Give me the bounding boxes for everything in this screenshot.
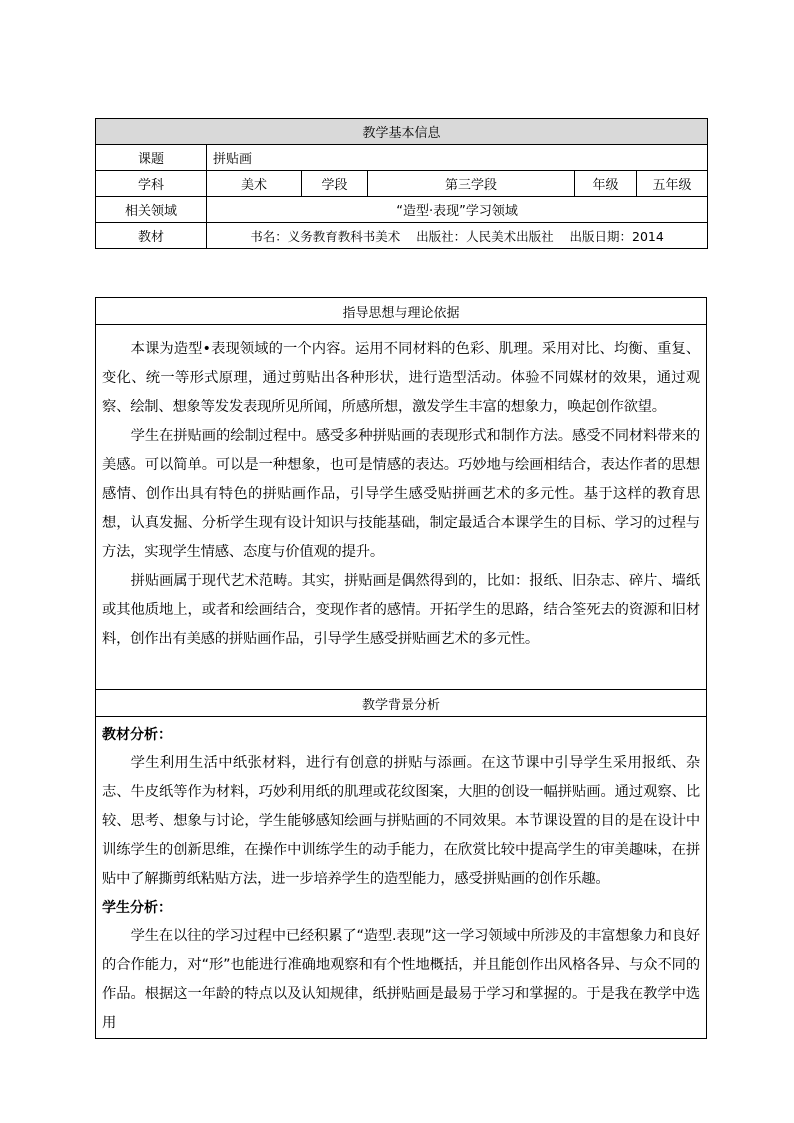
guidance-title: 指导思想与理论依据 [96, 298, 707, 325]
student-analysis-text: 学生在以往的学习过程中已经积累了“造型.表现”这一学习领域中所涉及的丰富想象力和良好的合作能力，对“形”也能进行准确地观察和有个性地概括，并且能创作出风格各异、与众不同的作品。根据这一年龄的特点以及认知规律，纸拼贴画是最易于学习和掌握的。于是我在教学中选用 [102, 928, 700, 1031]
stage-label: 学段 [302, 171, 368, 197]
guidance-paragraph: 拼贴画属于现代艺术范畴。其实，拼贴画是偶然得到的，比如：报纸、旧杂志、碎片、墙纸或其他质地上，或者和绘画结合，变现作者的感情。开拓学生的思路，结合筌死去的资源和旧材料，创作出有美感的拼贴画作品，引导学生感受拼贴画艺术的多元性。 [102, 573, 700, 647]
material-analysis-text: 学生利用生活中纸张材料，进行有创意的拼贴与添画。在这节课中引导学生采用报纸、杂志、牛皮纸等作为材料，巧妙利用纸的肌理或花纹图案，大胆的创设一幅拼贴画。通过观察、比较、思考、想象与讨论，学生能够感知绘画与拼贴画的不同效果。本节课设置的目的是在设计中训练学生的创新思维，在操作中训练学生的动手能力，在欣赏比较中提高学生的审美趣味，在拼贴中了解撕剪纸粘贴方法，进一步培养学生的造型能力，感受拼贴画的创作乐趣。 [102, 755, 700, 887]
textbook-label: 教材 [96, 223, 207, 249]
subject-label: 学科 [96, 171, 207, 197]
grade-label: 年级 [575, 171, 637, 197]
subject-value: 美术 [207, 171, 302, 197]
grade-value: 五年级 [637, 171, 708, 197]
topic-value: 拼贴画 [207, 145, 708, 171]
background-title: 教学背景分析 [96, 690, 707, 717]
teaching-design-table [95, 297, 707, 1039]
student-analysis-heading: 学生分析： [102, 900, 172, 916]
guidance-body [96, 325, 707, 690]
field-value: “造型·表现”学习领域 [207, 197, 708, 223]
textbook-value: 书名：义务教育教科书美术 出版社：人民美术出版社 出版日期：2014 [207, 223, 708, 249]
guidance-paragraph: 本课为造型•表现领域的一个内容。运用不同材料的色彩、肌理。采用对比、均衡、重复、变化、统一等形式原理，通过剪贴出各种形状，进行造型活动。体验不同媒材的效果，通过观察、绘制、想象等发发表现所见所闻，所感所想，激发学生丰富的想象力，唤起创作欲望。 [102, 341, 700, 415]
stage-value: 第三学段 [368, 171, 575, 197]
basic-info-header: 教学基本信息 [96, 119, 708, 145]
field-label: 相关领域 [96, 197, 207, 223]
background-body [96, 717, 707, 1039]
material-analysis-heading: 教材分析： [102, 727, 172, 743]
guidance-paragraph: 学生在拼贴画的绘制过程中。感受多种拼贴画的表现形式和制作方法。感受不同材料带来的美感。可以简单。可以是一种想象，也可是情感的表达。巧妙地与绘画相结合，表达作者的思想感情、创作出具有特色的拼贴画作品，引导学生感受贴拼画艺术的多元性。基于这样的教育思想，认真发掘、分析学生现有设计知识与技能基础，制定最适合本课学生的目标、学习的过程与方法，实现学生情感、态度与价值观的提升。 [102, 428, 700, 560]
basic-info-table [95, 118, 708, 249]
topic-label: 课题 [96, 145, 207, 171]
